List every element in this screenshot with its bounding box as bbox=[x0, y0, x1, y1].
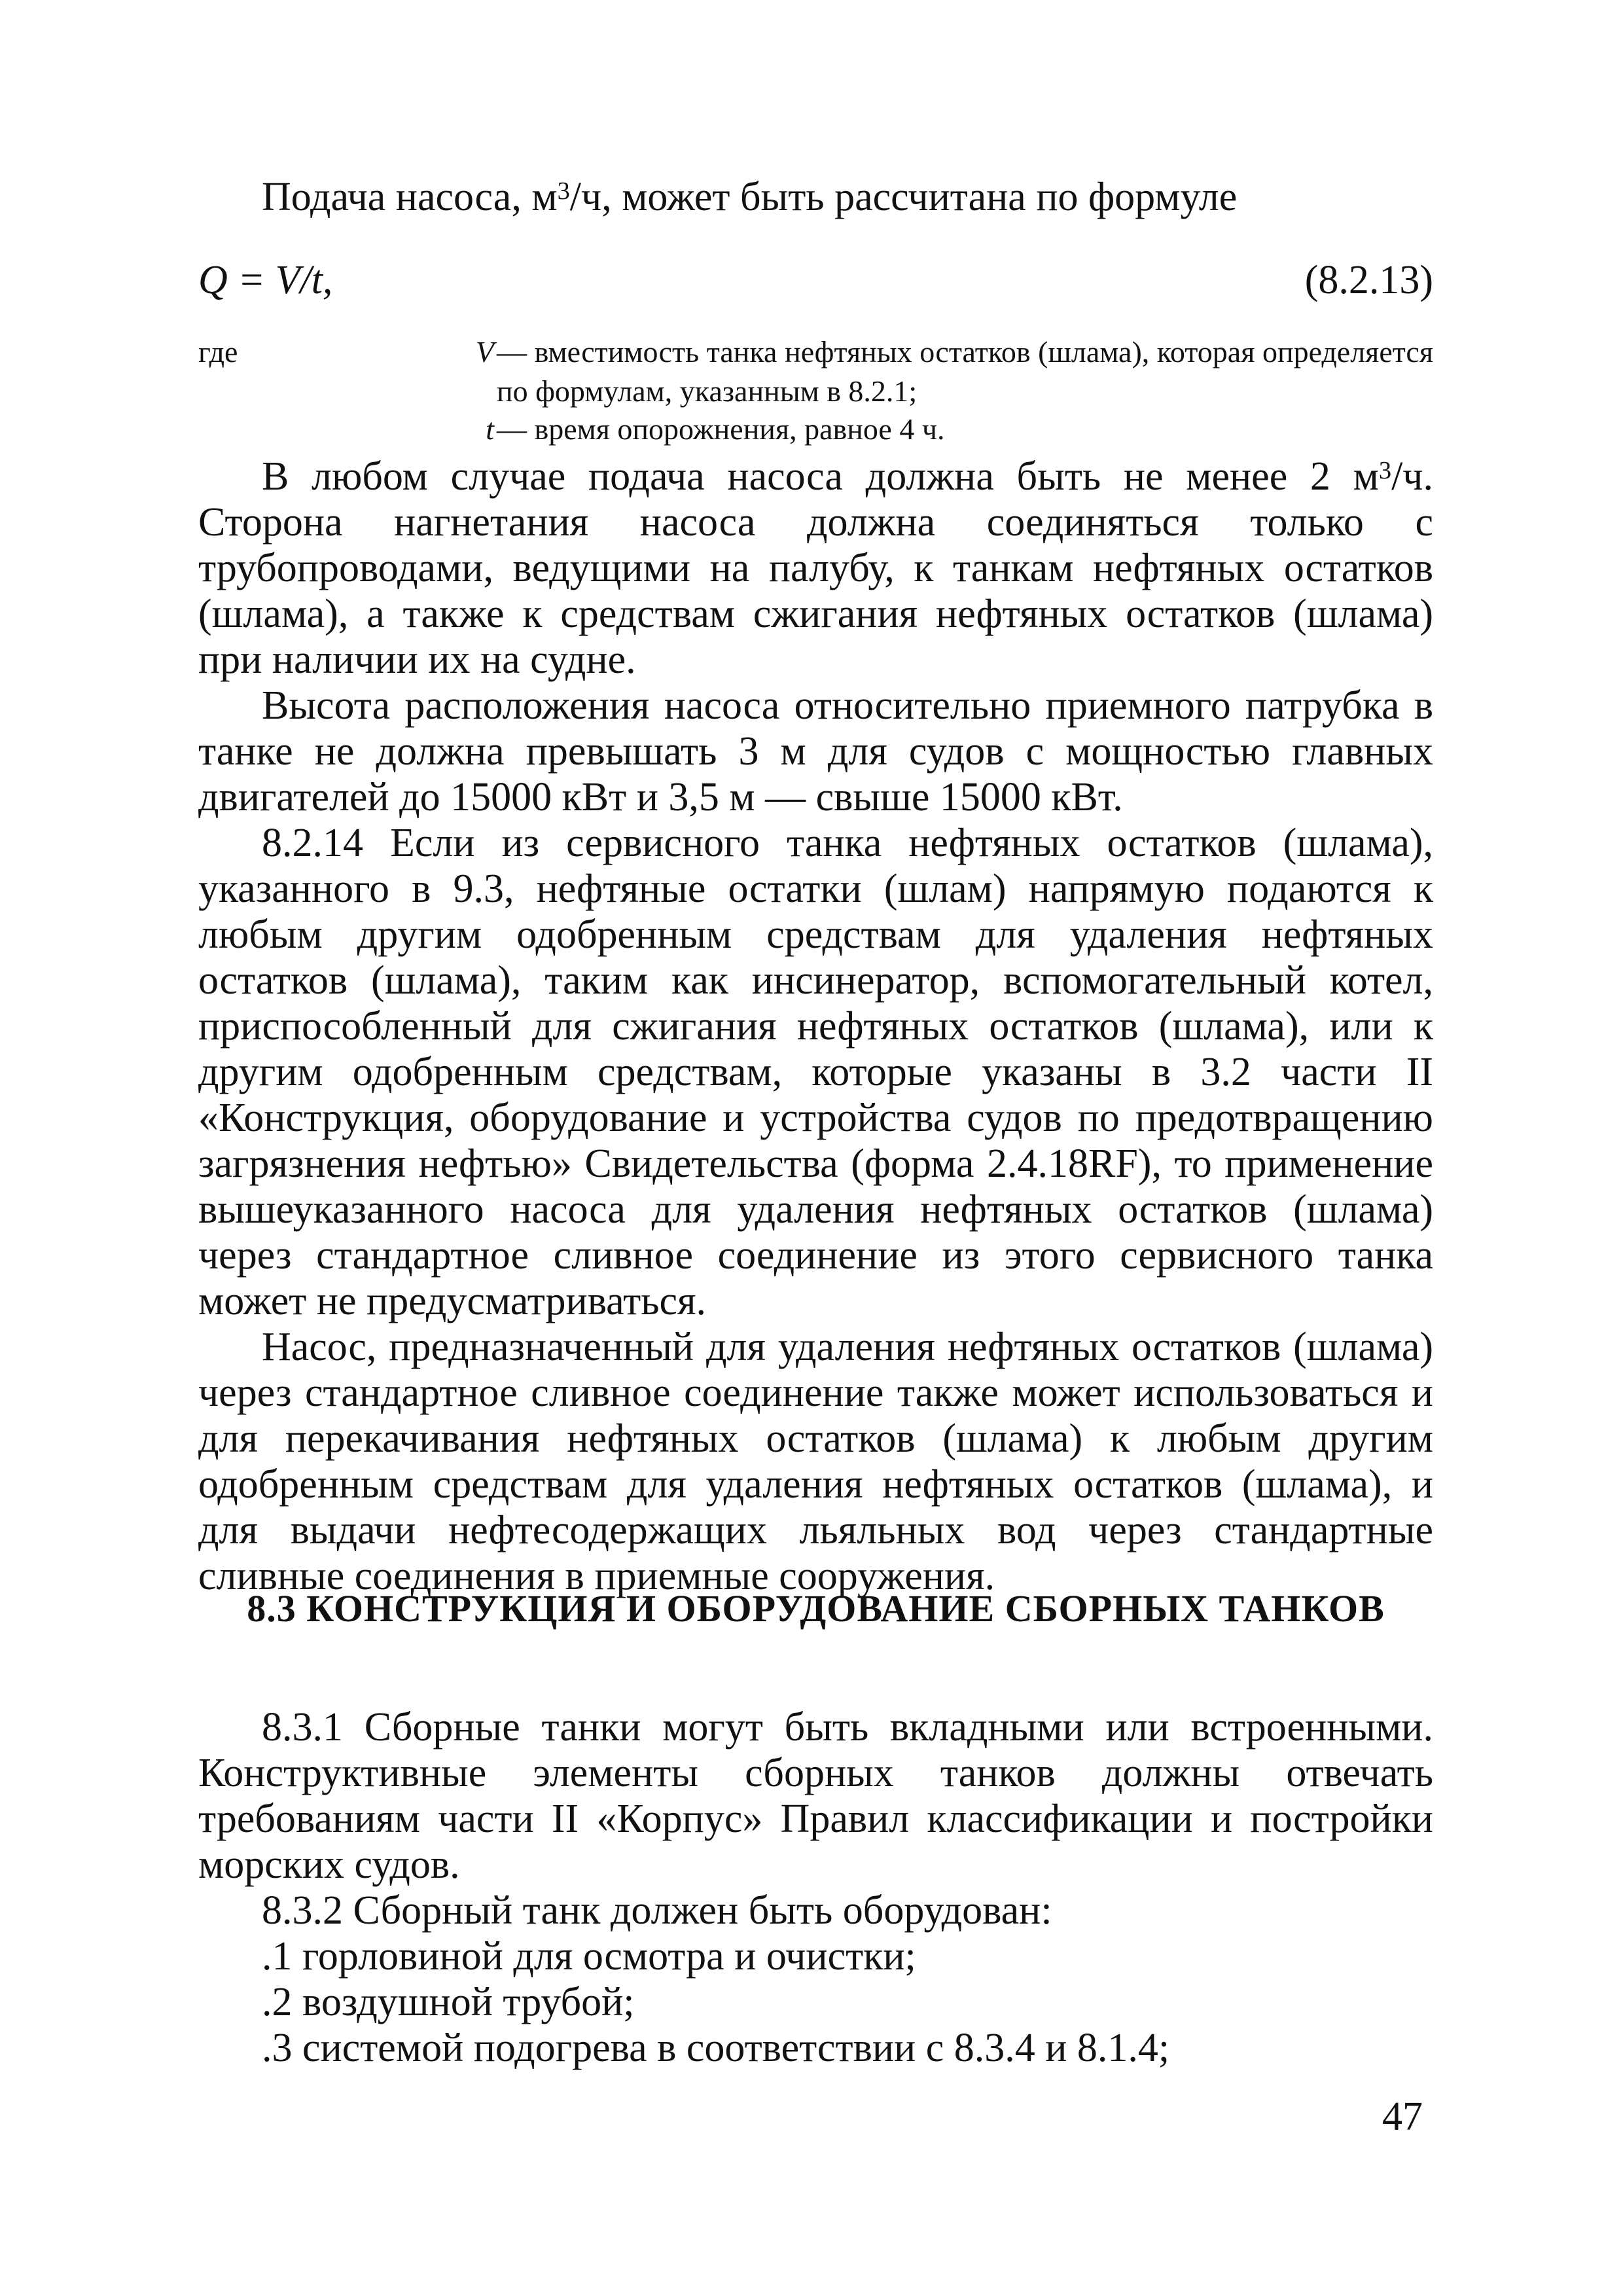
paragraph-8-2-14: 8.2.14 Если из сервисного танка нефтяных остатков (шлама), указанного в 9.3, нефтяные остатки (шлам) напрямую подаются к любым другим одобренным средствам для удаления нефтяных остатков (шлама), таким как инсинератор, вспомогательный котел, приспособленный для сжигания нефтяных остатков (шлама), или к другим одобренным средствам, которые указаны в 3.2 части II «Конструкция, оборудование и устройства судов по предотвращению загрязнения нефтью» Свидетельства (форма 2.4.18RF), то применение вышеуказанного насоса для удаления нефтяных остатков (шлама) через стандартное сливное соединение из этого сервисного танка может не предусматриваться. bbox=[198, 821, 1433, 1323]
list-item: .2 воздушной трубой; bbox=[262, 1980, 635, 2024]
paragraph: Насос, предназначенный для удаления нефтяных остатков (шлама) через стандартное сливное соединение также может использоваться и для перекачивания нефтяных остатков (шлама) к любым другим одобренным средствам для удаления нефтяных остатков (шлама), и для выдачи нефтесодержащих льяльных вод через стандартные сливные соединения в приемные сооружения. bbox=[198, 1325, 1433, 1598]
definition-text: — вместимость танка нефтяных остатков (шлама), которая определяется по формулам, указанным в 8.2.1; bbox=[497, 335, 1433, 408]
formula-number: (8.2.13) bbox=[1304, 258, 1433, 302]
definition-variable: V bbox=[475, 335, 494, 368]
formula-block bbox=[198, 252, 1433, 311]
intro-text: Подача насоса, м bbox=[262, 175, 558, 219]
paragraph-text: В любом случае подача насоса должна быть не менее 2 м bbox=[262, 454, 1379, 499]
intro-line bbox=[262, 169, 1237, 225]
where-word: где bbox=[198, 335, 238, 368]
definition-variable: t bbox=[486, 412, 494, 446]
formula-expression: Q = V/t, bbox=[198, 258, 333, 302]
definition-text: — время опорожнения, равное 4 ч. bbox=[497, 412, 945, 446]
list-item: .3 системой подогрева в соответствии с 8.3.4 и 8.1.4; bbox=[262, 2026, 1170, 2070]
cubic-superscript: 3 bbox=[1378, 456, 1392, 484]
paragraph: Высота расположения насоса относительно приемного патрубка в танке не должна превышать 3 м для судов с мощностью главных двигателей до 15000 кВт и 3,5 м — свыше 15000 кВт. bbox=[198, 683, 1433, 819]
page-number: 47 bbox=[1382, 2094, 1423, 2139]
body-text-section-8-3 bbox=[198, 1704, 1433, 2071]
paragraph-8-3-1: 8.3.1 Сборные танки могут быть вкладными или встроенными. Конструктивные элементы сборных танков должны отвечать требованиям части II «Корпус» Правил классификации и постройки морских судов. bbox=[198, 1705, 1433, 1887]
intro-text-end: /ч, может быть рассчитана по формуле bbox=[569, 175, 1238, 219]
cubic-superscript: 3 bbox=[557, 177, 570, 205]
paragraph bbox=[198, 454, 1433, 683]
paragraph-8-3-2: 8.3.2 Сборный танк должен быть оборудован: bbox=[262, 1888, 1052, 1933]
body-text-upper bbox=[198, 454, 1433, 1599]
paragraph-text: /ч. Сторона нагнетания насоса должна соединяться только с трубопроводами, ведущими на палубу, к танкам нефтяных остатков (шлама), а также к средствам сжигания нефтяных остатков (шлама) при наличии их на судне. bbox=[198, 454, 1433, 682]
list-item: .1 горловиной для осмотра и очистки; bbox=[262, 1934, 916, 1979]
section-heading: 8.3 КОНСТРУКЦИЯ И ОБОРУДОВАНИЕ СБОРНЫХ ТАНКОВ bbox=[247, 1587, 1385, 1630]
